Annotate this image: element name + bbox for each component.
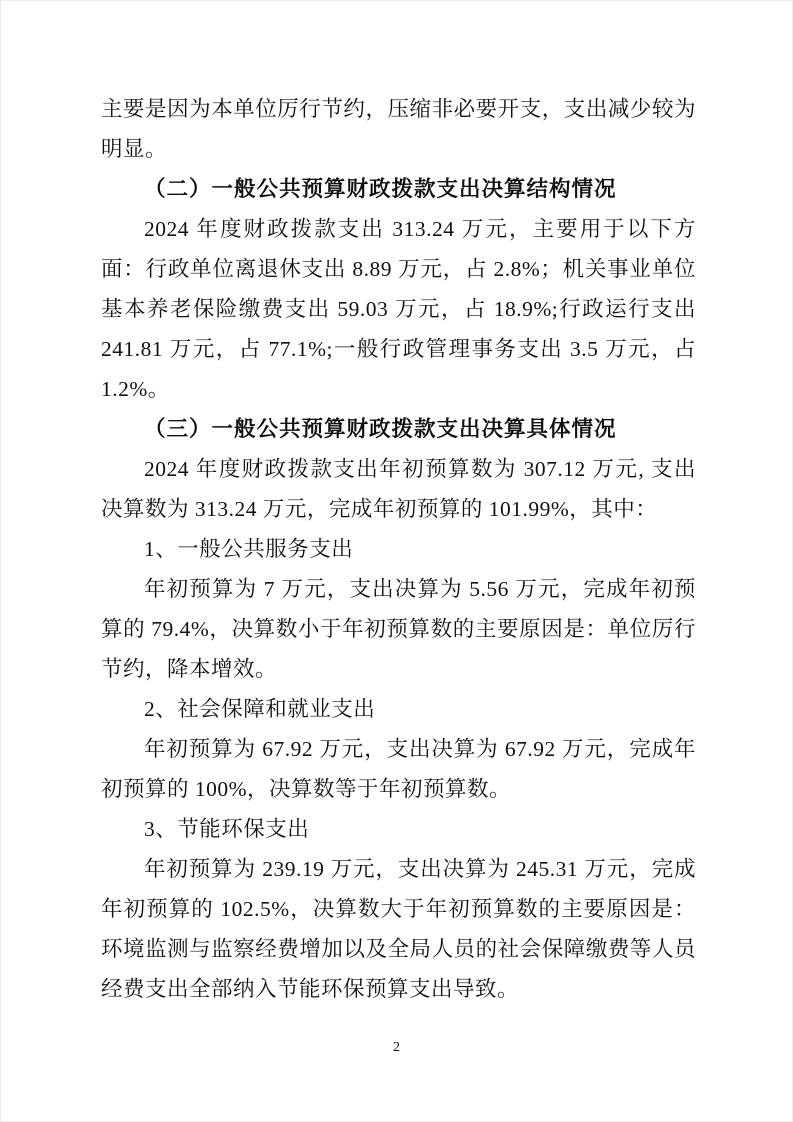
item-2-title: 2、社会保障和就业支出: [144, 697, 376, 721]
item-1-detail: 年初预算为 7 万元，支出决算为 5.56 万元，完成年初预算的 79.4%，决算数小于年初预算数的主要原因是：单位厉行节约，降本增效。: [101, 577, 696, 681]
item-3-detail: 年初预算为 239.19 万元，支出决算为 245.31 万元，完成年初预算的 102.5%，决算数大于年初预算数的主要原因是：环境监测与监察经费增加以及全局人员的社会保障缴费等人员经费支出全部纳入节能环保预算支出导致。: [101, 857, 696, 1001]
document-body: [101, 89, 696, 1009]
item-2-detail: 年初预算为 67.92 万元，支出决算为 67.92 万元，完成年初预算的 100%，决算数等于年初预算数。: [101, 737, 696, 801]
page-number: 2: [393, 1040, 400, 1055]
paragraph-expenditure-structure: 2024 年度财政拨款支出 313.24 万元，主要用于以下方面：行政单位离退休支出 8.89 万元，占 2.8%；机关事业单位基本养老保险缴费支出 59.03 万元，占 18.9%;行政运行支出 241.81 万元，占 77.1%;一般行政管理事务支出 3.5 万元，占 1.2%。: [101, 217, 696, 401]
section-heading-2: （二）一般公共预算财政拨款支出决算结构情况: [144, 177, 617, 201]
paragraph-budget-overview: 2024 年度财政拨款支出年初预算数为 307.12 万元, 支出决算数为 313.24 万元，完成年初预算的 101.99%，其中：: [101, 457, 696, 521]
item-1-title: 1、一般公共服务支出: [144, 537, 354, 561]
paragraph-continued: 主要是因为本单位厉行节约，压缩非必要开支，支出减少较为明显。: [101, 97, 696, 161]
section-heading-3: （三）一般公共预算财政拨款支出决算具体情况: [144, 417, 617, 441]
item-3-title: 3、节能环保支出: [144, 817, 310, 841]
